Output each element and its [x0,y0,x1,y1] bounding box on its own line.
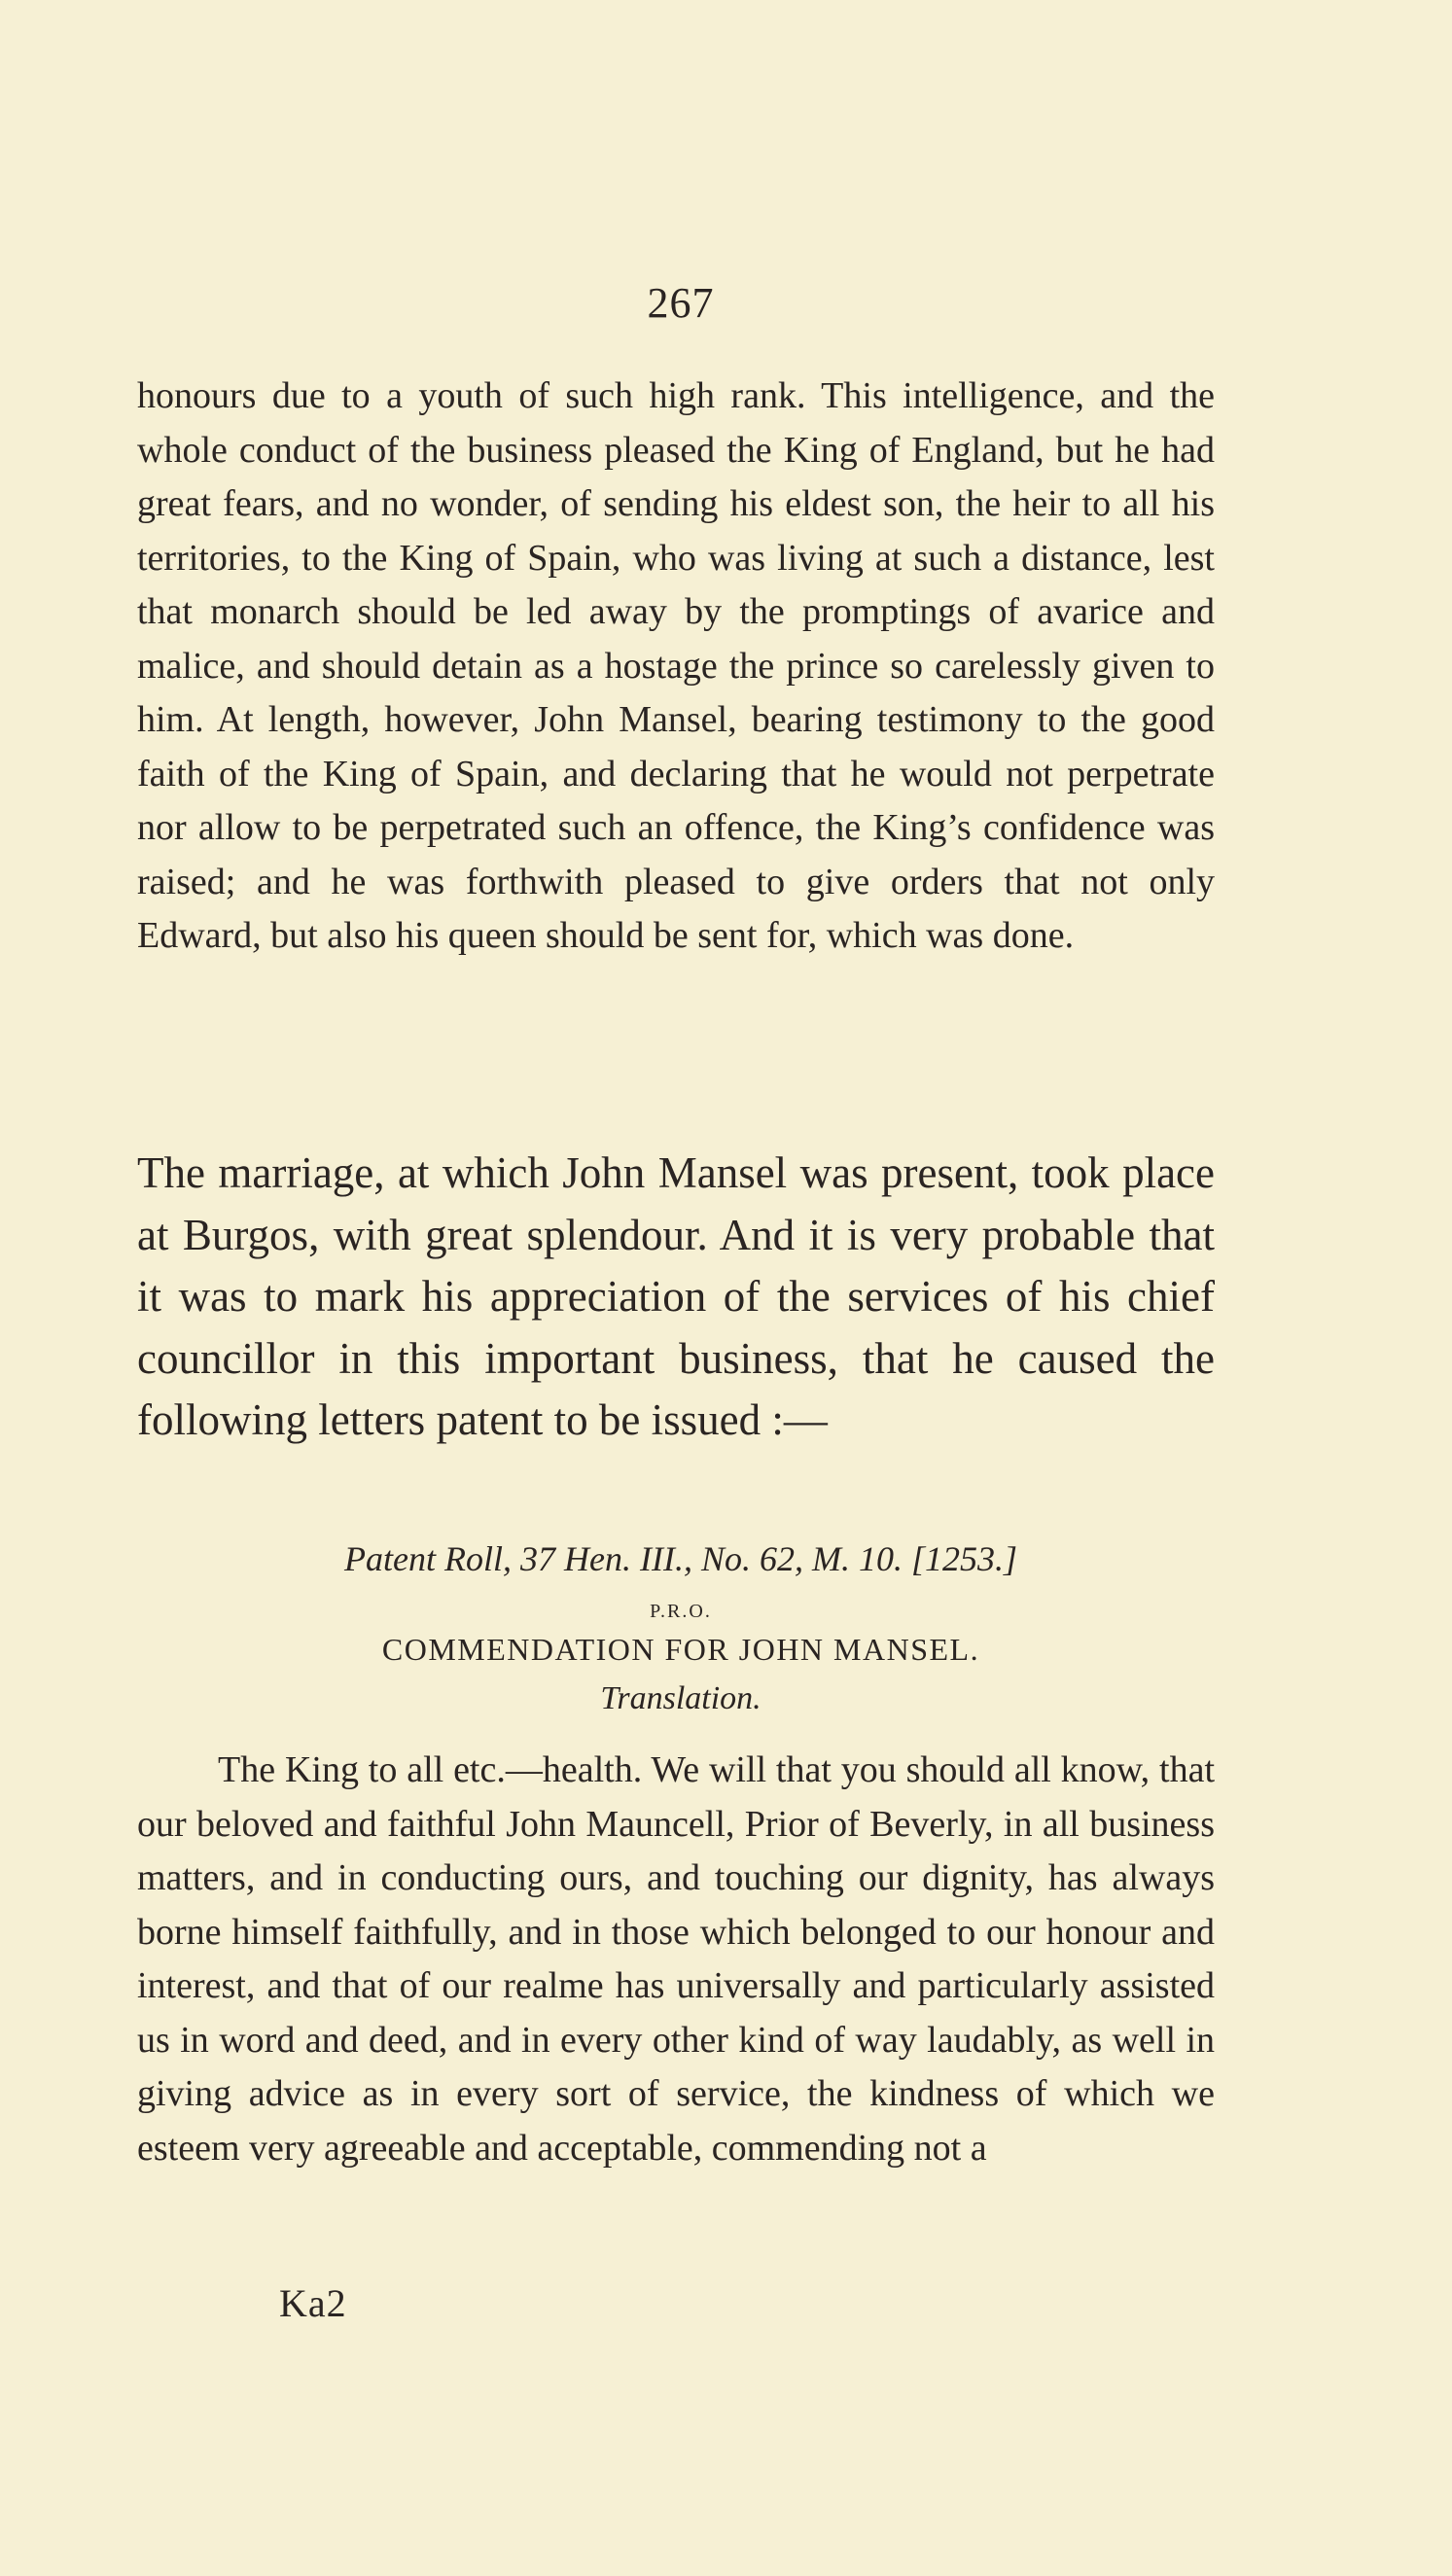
marriage-paragraph-block [137,1143,1215,1452]
letter-paragraph: The King to all etc.—health. We will that you should all know, that our beloved and faithful John Mauncell, Prior of Beverly, in all business matters, and in conducting ours, and touching our dignity, has always borne himself faithfully, and in those which belonged to our honour and interest, and that of our realme has universally and particularly assisted us in word and deed, and in every other kind of way laudably, as well in giving advice as in every sort of service, the kindness of which we esteem very agreeable and acceptable, commending not a [137,1749,1215,2169]
archive-abbreviation: P.R.O. [650,1601,712,1622]
document-title: COMMENDATION FOR JOHN MANSEL. [381,1632,980,1667]
translation-label: Translation. [600,1680,761,1716]
opening-paragraph: honours due to a youth of such high rank. This intelligence, and the whole conduct of the business pleased the King of England, but he had great fears, and no wonder, of sending his eldest son, the heir to all his territories, to the King of Spain, who was living at such a distance, lest that monarch should be led away by the promptings of avarice and malice, and should detain as a hostage the prince so carelessly given to him. At length, however, John Mansel, bearing testimony to the good faith of the King of Spain, and declaring that he would not perpetrate nor allow to be perpetrated such an offence, the King’s confidence was raised; and he was forthwith pleased to give orders that not only Edward, but also his queen should be sent for, which was done. [137,375,1215,956]
page-number: 267 [647,279,715,327]
document-reference: Patent Roll, 37 Hen. III., No. 62, M. 10. [1253.] [344,1539,1017,1578]
signature-mark: Ka2 [279,2281,347,2325]
opening-paragraph-block [137,370,1215,964]
marriage-paragraph: The marriage, at which John Mansel was present, took place at Burgos, with great splendour. And it is very probable that it was to mark his appreciation of the services of his chief councillor in this important business, that he caused the following letters patent to be issued :— [137,1148,1215,1444]
letter-paragraph-block [137,1744,1215,2175]
